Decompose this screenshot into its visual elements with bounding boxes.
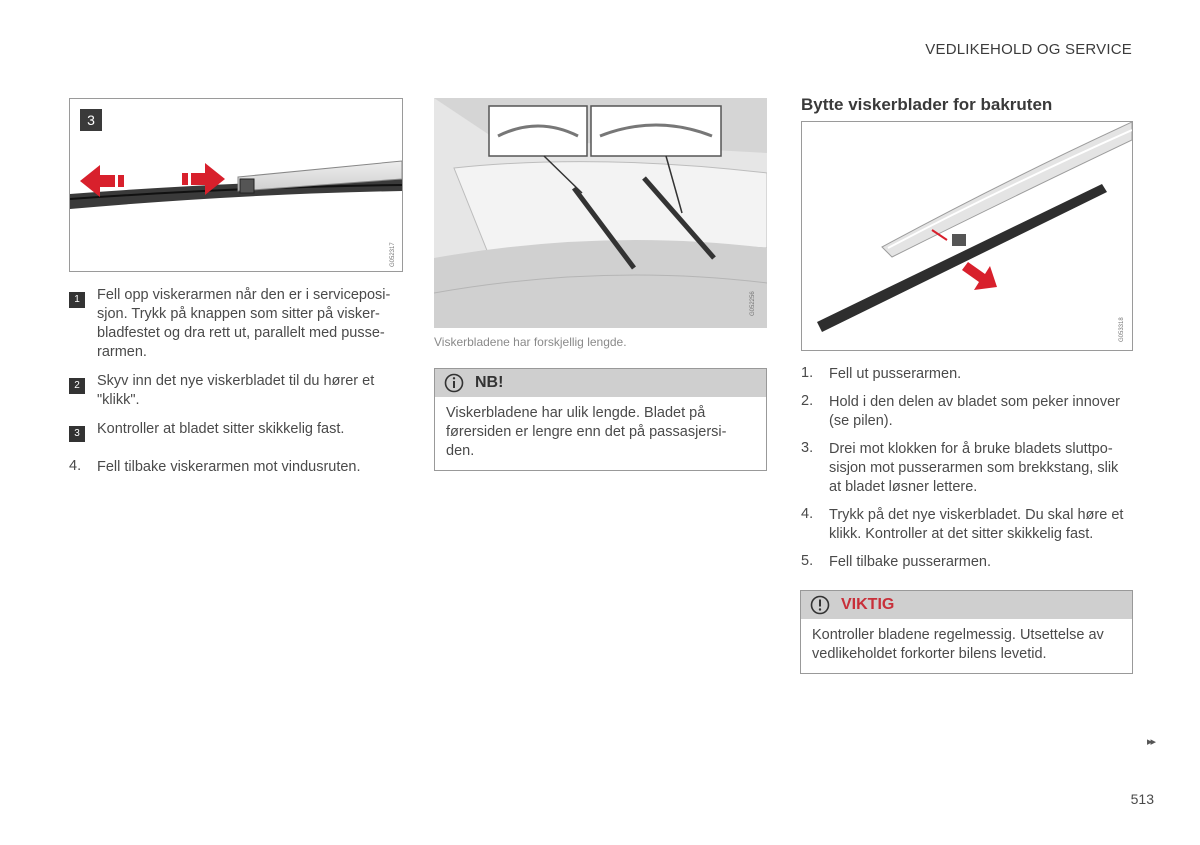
note-header: [435, 369, 766, 397]
figure-badge: 3: [80, 109, 102, 131]
figure-caption: Viskerbladene har forskjellig lengde.: [434, 335, 627, 349]
step-text: Fell ut pusserarmen.: [829, 366, 962, 382]
important-header: [801, 591, 1132, 619]
step-text: Hold i den delen av bladet som peker innover (se pilen).: [829, 394, 1120, 429]
continue-icon: ▸▸: [1146, 736, 1154, 748]
step-text: Skyv inn det nye viskerbladet til du hører et "klikk".: [97, 373, 375, 408]
step-text: Drei mot klokken for å bruke bladets sluttpo- sisjon mot pusserarmen som brekkstang, slik at bladet løsner lettere.: [829, 441, 1119, 495]
step-number: 2: [69, 378, 85, 394]
step-text: Fell opp viskerarmen når den er i serviceposi- sjon. Trykk på knappen som sitter på visker- bladfestet og dra rett ut, parallelt med pusse- rarmen.: [97, 287, 391, 360]
figure-wiper-release: [69, 98, 403, 272]
step-number: 3.: [801, 440, 814, 456]
note-text: Viskerbladene har ulik lengde. Bladet på førersiden er lengre enn det på passasjersi- den.: [446, 405, 727, 459]
note-label: NB!: [475, 374, 504, 391]
important-label: VIKTIG: [841, 596, 895, 613]
important-box: [800, 590, 1133, 674]
page-number: 513: [1130, 791, 1154, 807]
step-number: 3: [69, 426, 85, 442]
step-text: Fell tilbake pusserarmen.: [829, 554, 991, 570]
section-title: Bytte viskerblader for bakruten: [801, 95, 1053, 114]
info-icon: [444, 373, 464, 393]
figure-code: G052256: [750, 291, 756, 316]
warning-icon: [810, 595, 830, 615]
step-text: Fell tilbake viskerarmen mot vindusruten.: [97, 459, 361, 475]
note-box: [434, 368, 767, 471]
step-number: 2.: [801, 393, 814, 409]
step-number: 4.: [801, 506, 814, 522]
figure-rear-wiper: [801, 121, 1133, 351]
page-header-title: VEDLIKEHOLD OG SERVICE: [925, 41, 1132, 58]
important-text: Kontroller bladene regelmessig. Utsettelse av vedlikeholdet forkorter bilens levetid.: [812, 627, 1104, 662]
step-number: 4.: [69, 458, 82, 474]
step-text: Trykk på det nye viskerbladet. Du skal høre et klikk. Kontroller at det sitter skikkelig fast.: [829, 507, 1124, 542]
windscreen-illustration: [434, 98, 767, 328]
step-number: 5.: [801, 553, 814, 569]
figure-code: G052317: [390, 242, 396, 267]
wiper-release-illustration: [70, 99, 402, 271]
figure-code: G053318: [1119, 317, 1125, 342]
step-number: 1: [69, 292, 85, 308]
arrow-down-right-icon: [962, 262, 997, 290]
figure-windscreen: [434, 98, 767, 328]
step-number: 1.: [801, 365, 814, 381]
rear-wiper-illustration: [802, 122, 1132, 350]
step-text: Kontroller at bladet sitter skikkelig fast.: [97, 421, 345, 437]
